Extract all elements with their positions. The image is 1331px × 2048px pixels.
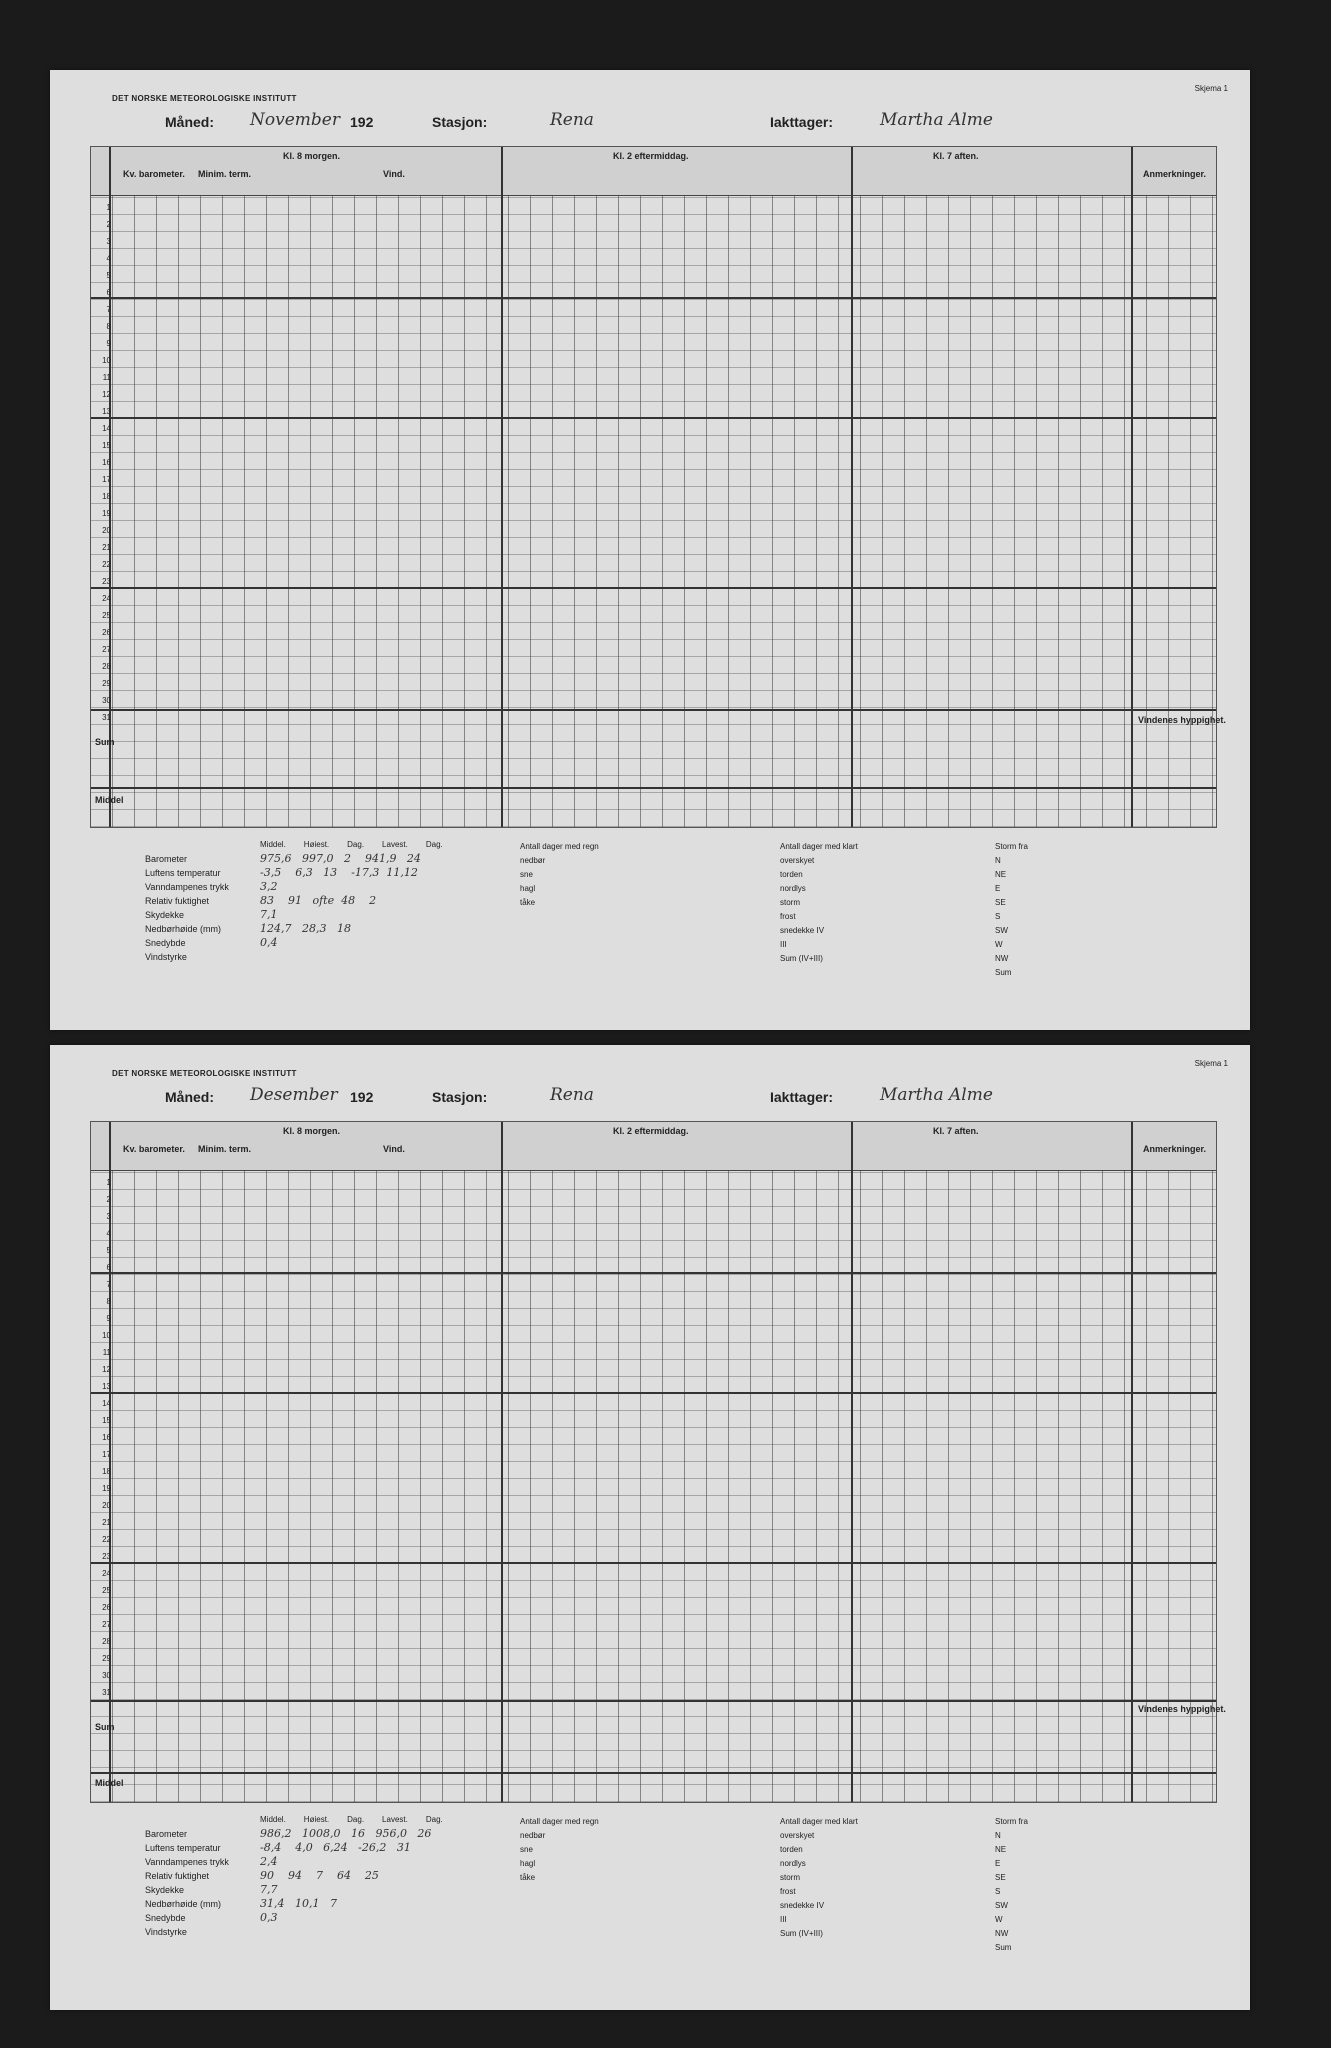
summary-row-label: Vanndampenes trykk	[145, 1857, 229, 1867]
day-number: 12	[102, 390, 111, 399]
summary-value-row: 7,1	[260, 908, 278, 921]
clear-days-label: III	[780, 1915, 787, 1924]
day-number: 21	[102, 1518, 111, 1527]
evening-header: Kl. 7 aften.	[933, 1126, 979, 1136]
observation-grid	[90, 1121, 1226, 1803]
summary-value-row: 0,4	[260, 936, 278, 949]
day-number: 1	[106, 1178, 111, 1187]
storm-direction-label: SE	[995, 1873, 1006, 1882]
day-number: 4	[106, 254, 111, 263]
day-number: 25	[102, 1586, 111, 1595]
day-number: 5	[106, 271, 111, 280]
wind-frequency-header: Vindenes hyppighet.	[1138, 1704, 1226, 1714]
day-number: 18	[102, 492, 111, 501]
storm-direction-label: SE	[995, 898, 1006, 907]
day-number: 27	[102, 1620, 111, 1629]
clear-days-label: torden	[780, 870, 803, 879]
sum-label: Sum	[95, 737, 115, 747]
day-number: 7	[106, 305, 111, 314]
day-number: 6	[106, 1263, 111, 1272]
remarks-header: Anmerkninger.	[1143, 1144, 1207, 1154]
clear-days-label: Antall dager med klart	[780, 1817, 858, 1826]
institute-name: DET NORSKE METEOROLOGISKE INSTITUTT	[112, 94, 297, 103]
clear-days-label: snedekke IV	[780, 926, 825, 935]
rain-days-label: tåke	[520, 898, 536, 907]
rain-days-label: hagl	[520, 1859, 536, 1868]
summary-row-label: Vindstyrke	[145, 1927, 187, 1937]
clear-days-label: storm	[780, 898, 800, 907]
rain-days-label: Antall dager med regn	[520, 1817, 599, 1826]
storm-directions-block	[995, 840, 1028, 980]
storm-direction-label: NE	[995, 1845, 1007, 1854]
form-sheet-december	[50, 1045, 1250, 2010]
clear-days-label: nordlys	[780, 884, 806, 893]
summary-value-row: 7,7	[260, 1883, 278, 1896]
storm-direction-label: Sum	[995, 968, 1012, 977]
day-numbers	[93, 199, 111, 726]
rain-days-block	[520, 1815, 599, 1885]
day-number: 23	[102, 577, 111, 586]
storm-direction-label: NW	[995, 954, 1009, 963]
storm-direction-label: S	[995, 1887, 1001, 1896]
storm-direction-label: Storm fra	[995, 842, 1028, 851]
rain-days-label: nedbør	[520, 1831, 546, 1840]
day-number: 26	[102, 1603, 111, 1612]
summary-row-label: Barometer	[145, 854, 188, 864]
summary-value-row: -3,5 6,3 13 -17,3 11,12	[260, 866, 418, 879]
storm-direction-label: E	[995, 884, 1001, 893]
clear-days-label: torden	[780, 1845, 803, 1854]
clear-days-label: overskyet	[780, 1831, 815, 1840]
day-number: 26	[102, 628, 111, 637]
day-number: 31	[102, 713, 111, 722]
observer-value: Martha Alme	[880, 110, 993, 130]
summary-row-label: Nedbørhøide (mm)	[145, 1899, 222, 1909]
day-number: 22	[102, 560, 111, 569]
summary-values	[260, 1827, 431, 1925]
storm-direction-label: SW	[995, 1901, 1008, 1910]
rain-days-label: nedbør	[520, 856, 546, 865]
station-value: Rena	[550, 1085, 594, 1105]
day-number: 24	[102, 594, 111, 603]
summary-value-row: 975,6 997,0 2 941,9 24	[260, 852, 421, 865]
day-number: 28	[102, 662, 111, 671]
form-header	[110, 110, 1230, 140]
day-number: 29	[102, 1654, 111, 1663]
day-number: 28	[102, 1637, 111, 1646]
day-number: 29	[102, 679, 111, 688]
day-number: 5	[106, 1246, 111, 1255]
observer-label: Iakttager:	[770, 1089, 834, 1105]
month-value: November	[250, 110, 340, 130]
day-number: 8	[106, 1297, 111, 1306]
storm-direction-label: SW	[995, 926, 1008, 935]
form-header	[110, 1085, 1230, 1115]
summary-row-label: Skydekke	[145, 910, 185, 920]
day-number: 9	[106, 339, 111, 348]
rain-days-label: Antall dager med regn	[520, 842, 599, 851]
clear-days-label: storm	[780, 1873, 800, 1882]
day-number: 3	[106, 1212, 111, 1221]
year-label: 192	[350, 1089, 374, 1105]
morning-header: Kl. 8 morgen.	[283, 151, 341, 161]
month-label: Måned:	[165, 114, 214, 130]
summary-row-label: Vanndampenes trykk	[145, 882, 229, 892]
evening-header: Kl. 7 aften.	[933, 151, 979, 161]
day-number: 15	[102, 441, 111, 450]
day-number: 13	[102, 1382, 111, 1391]
summary-row-label: Snedybde	[145, 938, 186, 948]
clear-days-label: snedekke IV	[780, 1901, 825, 1910]
monthly-summary	[90, 840, 1215, 1010]
clear-days-label: frost	[780, 1887, 796, 1896]
summary-value-row: 3,2	[260, 880, 278, 893]
barometer-header: Kv. barometer.	[123, 169, 185, 179]
station-value: Rena	[550, 110, 594, 130]
wind-header: Vind.	[383, 1144, 405, 1154]
day-number: 18	[102, 1467, 111, 1476]
day-number: 30	[102, 1671, 111, 1680]
day-number: 17	[102, 1450, 111, 1459]
summary-column-header: Dag.	[347, 840, 365, 849]
summary-column-header: Lavest.	[382, 840, 408, 849]
day-number: 23	[102, 1552, 111, 1561]
summary-column-header: Høiest.	[303, 1815, 330, 1824]
summary-row-label: Luftens temperatur	[145, 1843, 221, 1853]
observer-value: Martha Alme	[880, 1085, 993, 1105]
summary-column-headers	[260, 840, 461, 849]
wind-header: Vind.	[383, 169, 405, 179]
remarks-header: Anmerkninger.	[1143, 169, 1207, 179]
summary-row-label: Skydekke	[145, 1885, 185, 1895]
storm-direction-label: Storm fra	[995, 1817, 1028, 1826]
summary-value-row: -8,4 4,0 6,24 -26,2 31	[260, 1841, 411, 1854]
observer-label: Iakttager:	[770, 114, 834, 130]
day-number: 25	[102, 611, 111, 620]
day-number: 11	[102, 373, 111, 382]
day-number: 20	[102, 526, 111, 535]
day-number: 19	[102, 1484, 111, 1493]
storm-direction-label: W	[995, 1915, 1003, 1924]
storm-direction-label: N	[995, 856, 1001, 865]
storm-direction-label: NW	[995, 1929, 1009, 1938]
clear-days-block	[780, 1815, 858, 1941]
summary-row-label: Vindstyrke	[145, 952, 187, 962]
day-number: 27	[102, 645, 111, 654]
storm-direction-label: N	[995, 1831, 1001, 1840]
station-label: Stasjon:	[432, 114, 488, 130]
day-number: 11	[102, 1348, 111, 1357]
clear-days-label: Sum (IV+III)	[780, 954, 823, 963]
storm-direction-label: W	[995, 940, 1003, 949]
summary-column-header: Høiest.	[303, 840, 330, 849]
summary-row-labels	[145, 1827, 229, 1939]
storm-direction-label: Sum	[995, 1943, 1012, 1952]
day-number: 31	[102, 1688, 111, 1697]
summary-value-row: 90 94 7 64 25	[260, 1869, 379, 1882]
day-number: 24	[102, 1569, 111, 1578]
day-number: 9	[106, 1314, 111, 1323]
clear-days-label: frost	[780, 912, 796, 921]
summary-column-header: Dag.	[425, 1815, 443, 1824]
minmax-header: Minim. term.	[198, 1144, 252, 1154]
minmax-header: Minim. term.	[198, 169, 252, 179]
rain-days-label: hagl	[520, 884, 536, 893]
summary-value-row: 31,4 10,1 7	[260, 1897, 337, 1910]
middel-label: Middel	[95, 795, 124, 805]
summary-row-label: Nedbørhøide (mm)	[145, 924, 222, 934]
summary-row-label: Relativ fuktighet	[145, 896, 210, 906]
day-numbers	[93, 1174, 111, 1701]
day-number: 8	[106, 322, 111, 331]
institute-name: DET NORSKE METEOROLOGISKE INSTITUTT	[112, 1069, 297, 1078]
station-label: Stasjon:	[432, 1089, 488, 1105]
summary-row-label: Luftens temperatur	[145, 868, 221, 878]
day-number: 14	[102, 1399, 111, 1408]
day-number: 30	[102, 696, 111, 705]
summary-row-labels	[145, 852, 229, 964]
rain-days-label: sne	[520, 870, 533, 879]
clear-days-label: Antall dager med klart	[780, 842, 858, 851]
day-number: 6	[106, 288, 111, 297]
clear-days-label: III	[780, 940, 787, 949]
summary-value-row: 2,4	[260, 1855, 278, 1868]
day-number: 12	[102, 1365, 111, 1374]
barometer-header: Kv. barometer.	[123, 1144, 185, 1154]
clear-days-label: nordlys	[780, 1859, 806, 1868]
rain-days-block	[520, 840, 599, 910]
form-number: Skjema 1	[1194, 84, 1228, 93]
afternoon-header: Kl. 2 eftermiddag.	[613, 151, 689, 161]
storm-direction-label: S	[995, 912, 1001, 921]
form-sheet-november	[50, 70, 1250, 1030]
observation-grid	[90, 146, 1226, 828]
day-number: 14	[102, 424, 111, 433]
day-number: 16	[102, 458, 111, 467]
day-number: 22	[102, 1535, 111, 1544]
day-number: 10	[102, 356, 111, 365]
year-label: 192	[350, 114, 374, 130]
summary-column-header: Middel.	[260, 840, 286, 849]
month-label: Måned:	[165, 1089, 214, 1105]
storm-directions-block	[995, 1815, 1028, 1955]
summary-column-header: Dag.	[425, 840, 443, 849]
day-number: 21	[102, 543, 111, 552]
summary-value-row: 124,7 28,3 18	[260, 922, 351, 935]
month-value: Desember	[250, 1085, 338, 1105]
storm-direction-label: NE	[995, 870, 1007, 879]
summary-column-header: Dag.	[347, 1815, 365, 1824]
clear-days-label: overskyet	[780, 856, 815, 865]
day-number: 13	[102, 407, 111, 416]
summary-value-row: 986,2 1008,0 16 956,0 26	[260, 1827, 432, 1840]
summary-row-label: Snedybde	[145, 1913, 186, 1923]
day-number: 15	[102, 1416, 111, 1425]
monthly-summary	[90, 1815, 1215, 1985]
day-number: 17	[102, 475, 111, 484]
day-number: 4	[106, 1229, 111, 1238]
day-number: 16	[102, 1433, 111, 1442]
clear-days-label: Sum (IV+III)	[780, 1929, 823, 1938]
summary-row-label: Relativ fuktighet	[145, 1871, 210, 1881]
sum-label: Sum	[95, 1722, 115, 1732]
summary-values	[260, 852, 421, 950]
summary-column-headers	[260, 1815, 461, 1824]
morning-header: Kl. 8 morgen.	[283, 1126, 341, 1136]
clear-days-block	[780, 840, 858, 966]
summary-value-row: 83 91 ofte 48 2	[260, 894, 377, 907]
day-number: 2	[106, 220, 111, 229]
day-number: 20	[102, 1501, 111, 1510]
storm-direction-label: E	[995, 1859, 1001, 1868]
day-number: 2	[106, 1195, 111, 1204]
afternoon-header: Kl. 2 eftermiddag.	[613, 1126, 689, 1136]
day-number: 1	[106, 203, 111, 212]
summary-row-label: Barometer	[145, 1829, 188, 1839]
rain-days-label: sne	[520, 1845, 533, 1854]
summary-value-row: 0,3	[260, 1911, 278, 1924]
summary-column-header: Lavest.	[382, 1815, 408, 1824]
day-number: 10	[102, 1331, 111, 1340]
form-number: Skjema 1	[1194, 1059, 1228, 1068]
summary-column-header: Middel.	[260, 1815, 286, 1824]
day-number: 19	[102, 509, 111, 518]
middel-label: Middel	[95, 1778, 124, 1788]
day-number: 7	[106, 1280, 111, 1289]
wind-frequency-header: Vindenes hyppighet.	[1138, 715, 1226, 725]
rain-days-label: tåke	[520, 1873, 536, 1882]
day-number: 3	[106, 237, 111, 246]
